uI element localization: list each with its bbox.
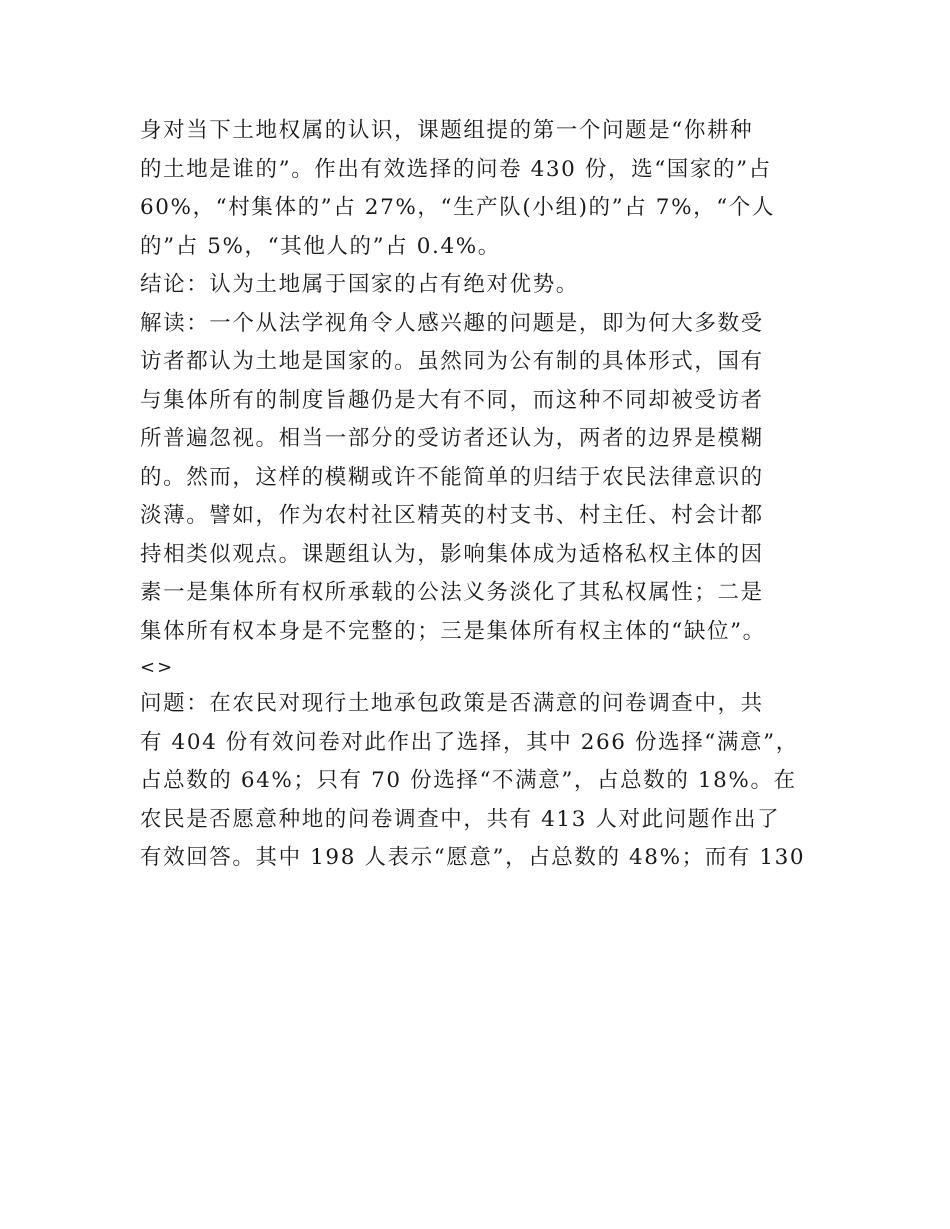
paragraph-interpretation bbox=[140, 305, 820, 652]
text-line: 有效回答。其中 198 人表示“愿意”，占总数的 48%；而有 130 bbox=[140, 845, 806, 870]
text-line: 访者都认为土地是国家的。虽然同为公有制的具体形式，国有 bbox=[140, 349, 764, 374]
text-line: 身对当下土地权属的认识，课题组提的第一个问题是“你耕种 bbox=[140, 118, 754, 143]
text-line: 所普遍忽视。相当一部分的受访者还认为，两者的边界是模糊 bbox=[140, 426, 764, 451]
body-text bbox=[140, 112, 820, 878]
paragraph-conclusion bbox=[140, 266, 820, 305]
section-marker: <> bbox=[140, 657, 175, 678]
text-line: 问题：在农民对现行土地承包政策是否满意的问卷调查中，共 bbox=[140, 691, 764, 716]
paragraph-land-ownership-question bbox=[140, 112, 820, 266]
text-line: 的”占 5%，“其他人的”占 0.4%。 bbox=[140, 233, 501, 259]
text-line: 的土地是谁的”。作出有效选择的问卷 430 份，选“国家的”占 bbox=[140, 156, 772, 182]
text-line: 淡薄。譬如，作为农村社区精英的村支书、村主任、村会计都 bbox=[140, 503, 764, 528]
text-line: 集体所有权本身是不完整的；三是集体所有权主体的“缺位”。 bbox=[140, 618, 766, 644]
text-line: 与集体所有的制度旨趣仍是大有不同，而这种不同却被受访者 bbox=[140, 387, 764, 413]
text-line: 占总数的 64%；只有 70 份选择“不满意”，占总数的 18%。在 bbox=[140, 768, 797, 793]
paragraph-contract-policy-survey bbox=[140, 685, 820, 878]
text-line: 农民是否愿意种地的问卷调查中，共有 413 人对此问题作出了 bbox=[140, 806, 781, 832]
text-line: 持相类似观点。课题组认为，影响集体成为适格私权主体的因 bbox=[140, 541, 764, 567]
text-line: 60%，“村集体的”占 27%，“生产队(小组)的”占 7%，“个人 bbox=[140, 195, 775, 220]
text-line: 结论：认为土地属于国家的占有绝对优势。 bbox=[140, 272, 579, 297]
text-line: 的。然而，这样的模糊或许不能简单的归结于农民法律意识的 bbox=[140, 464, 764, 490]
text-line: 有 404 份有效问卷对此作出了选择，其中 266 份选择“满意”， bbox=[140, 729, 799, 755]
text-line: 素一是集体所有权所承载的公法义务淡化了其私权属性；二是 bbox=[140, 580, 764, 605]
text-line: 解读：一个从法学视角令人感兴趣的问题是，即为何大多数受 bbox=[140, 310, 764, 336]
